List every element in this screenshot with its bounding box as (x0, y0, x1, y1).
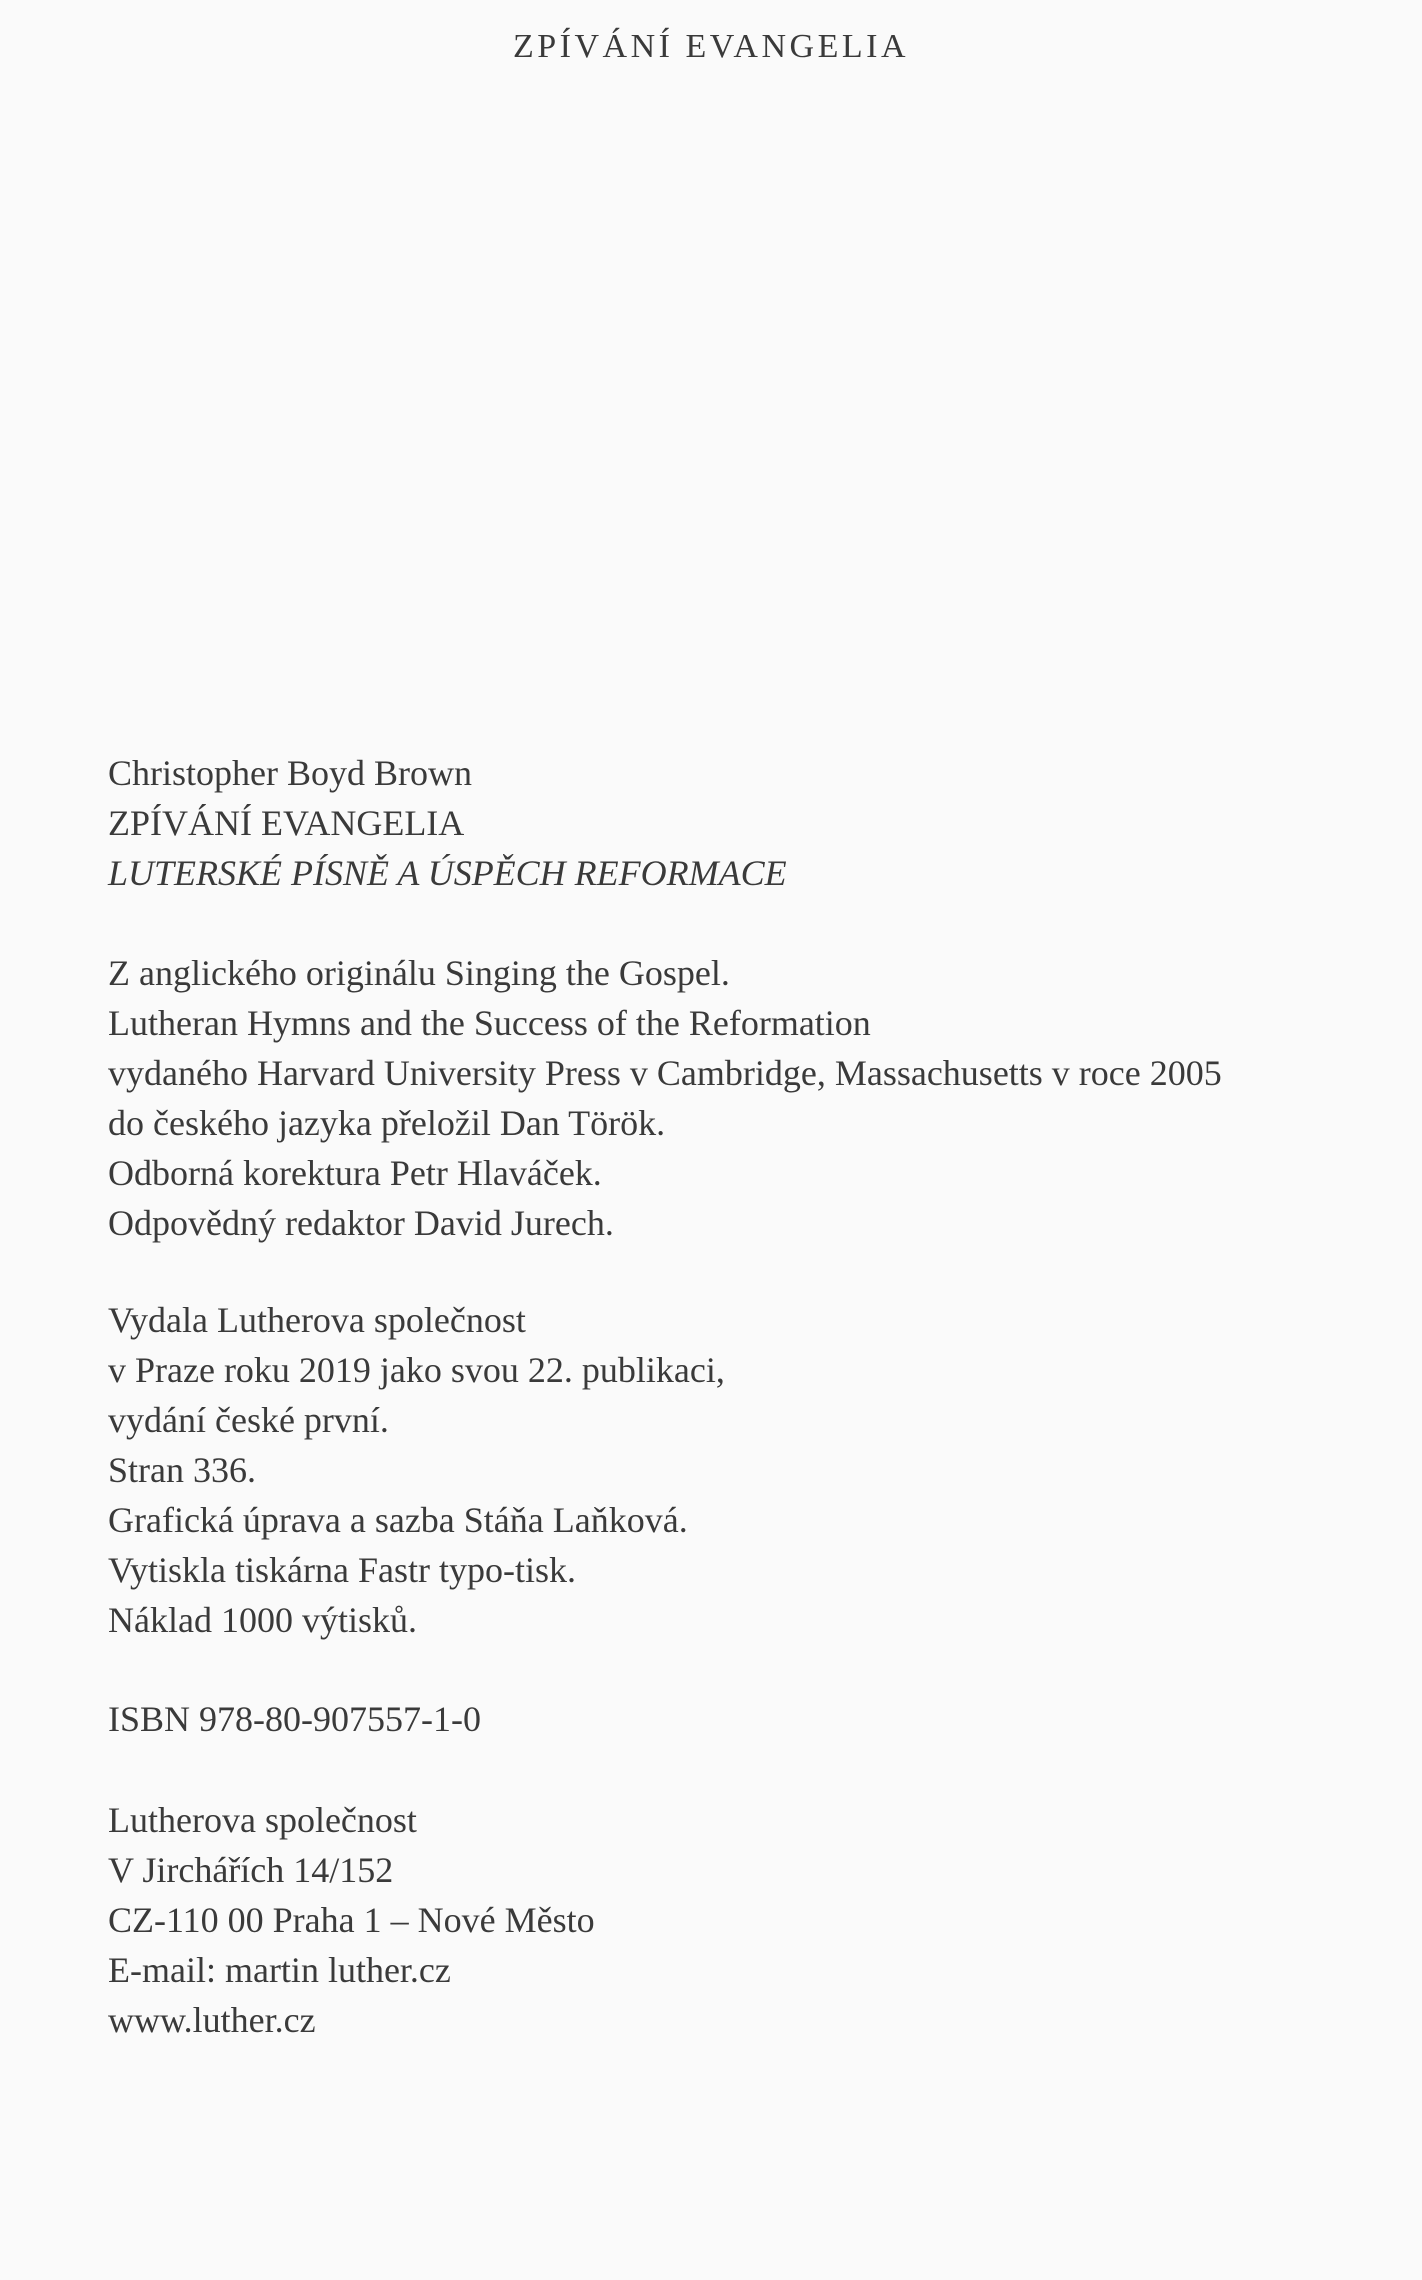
isbn: ISBN 978-80-907557-1-0 (108, 1699, 481, 1739)
email-line: E-mail: martin luther.cz (108, 1950, 451, 1990)
book-title: ZPÍVÁNÍ EVANGELIA (108, 803, 465, 843)
publication-line: Stran 336. (108, 1450, 256, 1490)
translation-line: Odborná korektura Petr Hlaváček. (108, 1153, 602, 1193)
translation-line: Odpovědný redaktor David Jurech. (108, 1203, 614, 1243)
website-line: www.luther.cz (108, 2000, 316, 2040)
publication-line: Vydala Lutherova společnost (108, 1300, 526, 1340)
publication-line: vydání české první. (108, 1400, 389, 1440)
publication-line: v Praze roku 2019 jako svou 22. publikaci, (108, 1350, 725, 1390)
running-head: ZPÍVÁNÍ EVANGELIA (513, 28, 909, 65)
translation-line: Z anglického originálu Singing the Gospel. (108, 953, 730, 993)
translation-line: vydaného Harvard University Press v Cambridge, Massachusetts v roce 2005 (108, 1053, 1222, 1093)
author-name: Christopher Boyd Brown (108, 753, 472, 793)
translation-line: do českého jazyka přeložil Dan Török. (108, 1103, 666, 1143)
publication-line: Grafická úprava a sazba Stáňa Laňková. (108, 1500, 688, 1540)
publication-line: Náklad 1000 výtisků. (108, 1600, 417, 1640)
address-line: Lutherova společnost (108, 1800, 417, 1840)
isbn-block (108, 1694, 481, 1744)
address-line: CZ-110 00 Praha 1 – Nové Město (108, 1900, 595, 1940)
translation-block (108, 948, 1222, 1248)
book-subtitle: LUTERSKÉ PÍSNĚ A ÚSPĚCH REFORMACE (108, 853, 787, 893)
address-line: V Jirchářích 14/152 (108, 1850, 394, 1890)
publication-line: Vytiskla tiskárna Fastr typo-tisk. (108, 1550, 576, 1590)
title-block (108, 748, 787, 898)
translation-line: Lutheran Hymns and the Success of the Reformation (108, 1003, 871, 1043)
publication-block (108, 1295, 725, 1645)
address-block (108, 1795, 595, 2045)
